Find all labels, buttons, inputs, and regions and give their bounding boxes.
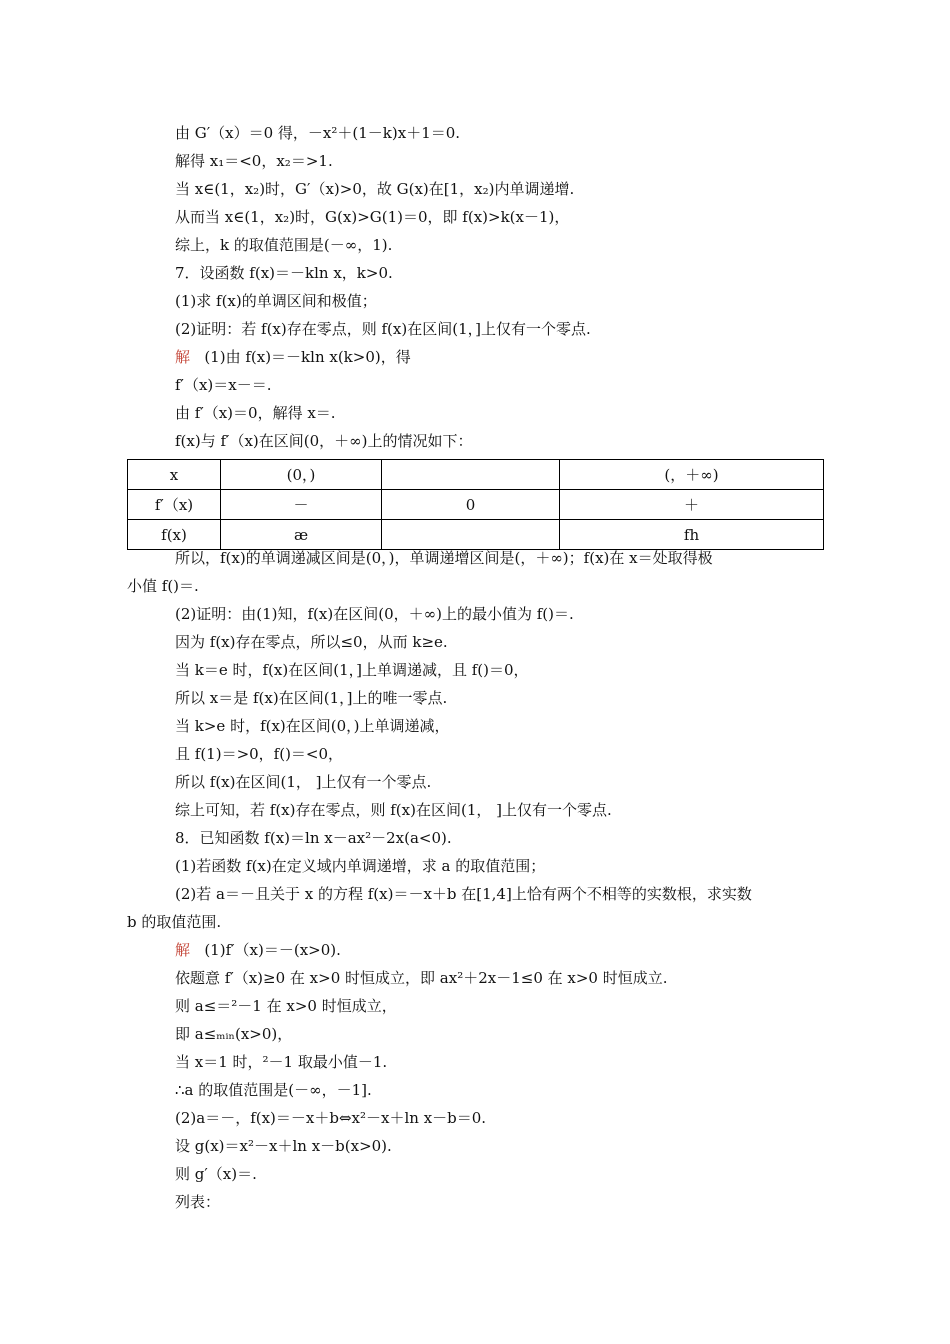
- text-line: 当 x＝1 时，²－1 取最小值－1.: [175, 1053, 388, 1071]
- text-line: (2)a＝－，f(x)＝－x＋b⇔x²－x＋ln x－b＝0.: [175, 1109, 487, 1127]
- table-cell: ＋: [560, 490, 824, 520]
- text-line: 所以 x＝是 f(x)在区间(1，]上的唯一零点.: [175, 689, 448, 707]
- table-cell: －: [221, 490, 382, 520]
- table-cell: (0，): [221, 460, 382, 490]
- problem-8-title: 8．已知函数 f(x)＝ln x－ax²－2x(a<0).: [175, 829, 452, 847]
- text-line: 则 a≤＝²－1 在 x>0 时恒成立，: [175, 997, 397, 1015]
- text-line: (1)f′（x)＝－(x>0).: [204, 941, 341, 959]
- text-line: 综上可知，若 f(x)存在零点，则 f(x)在区间(1， ]上仅有一个零点.: [175, 801, 612, 819]
- solution-8-first-line: [175, 940, 341, 960]
- text-line: (2)证明：若 f(x)存在零点，则 f(x)在区间(1，]上仅有一个零点.: [175, 320, 591, 338]
- monotonicity-table: [127, 459, 824, 550]
- text-line: f′（x)＝x－＝.: [175, 376, 272, 394]
- text-line: 从而当 x∈(1，x₂)时，G(x)>G(1)＝0，即 f(x)>k(x－1)，: [175, 208, 570, 226]
- table-cell: x: [128, 460, 221, 490]
- text-line: 综上，k 的取值范围是(－∞，1).: [175, 236, 393, 254]
- text-line: f(x)与 f′（x)在区间(0，＋∞)上的情况如下：: [175, 432, 473, 450]
- table-cell: [382, 520, 560, 550]
- text-line: 即 a≤ₘᵢₙ(x>0)，: [175, 1025, 293, 1043]
- text-line: 小值 f()＝.: [127, 577, 199, 595]
- table-cell: æ: [221, 520, 382, 550]
- text-line: 且 f(1)＝>0，f()＝<0，: [175, 745, 344, 763]
- table-cell: 0: [382, 490, 560, 520]
- table-cell: (，＋∞): [560, 460, 824, 490]
- table-row: [128, 520, 824, 550]
- text-line: 当 k>e 时，f(x)在区间(0，)上单调递减，: [175, 717, 450, 735]
- table-row: [128, 490, 824, 520]
- text-line: b 的取值范围.: [127, 913, 222, 931]
- table-cell: [382, 460, 560, 490]
- text-line: ∴a 的取值范围是(－∞，－1].: [175, 1081, 372, 1099]
- problem-7-title: 7．设函数 f(x)＝－kln x，k>0.: [175, 264, 393, 282]
- text-line: 所以，f(x)的单调递减区间是(0，)，单调递增区间是(，＋∞)；f(x)在 x＝处取得极: [175, 549, 713, 567]
- text-line: 当 k＝e 时，f(x)在区间(1，]上单调递减，且 f()＝0，: [175, 661, 529, 679]
- table-cell: f(x): [128, 520, 221, 550]
- text-line: 由 f′（x)＝0，解得 x＝.: [175, 404, 336, 422]
- text-line: 依题意 f′（x)≥0 在 x>0 时恒成立，即 ax²＋2x－1≤0 在 x>0 时恒成立.: [175, 969, 668, 987]
- text-line: (2)若 a＝－且关于 x 的方程 f(x)＝－x＋b 在[1,4]上恰有两个不相等的实数根，求实数: [175, 885, 752, 903]
- text-line: (2)证明：由(1)知，f(x)在区间(0，＋∞)上的最小值为 f()＝.: [175, 605, 574, 623]
- text-line: 由 G′（x）＝0 得，－x²＋(1－k)x＋1＝0.: [175, 124, 461, 142]
- table-cell: f′（x): [128, 490, 221, 520]
- solution-marker: 解: [175, 348, 191, 366]
- solution-marker: 解: [175, 941, 191, 959]
- text-line: 当 x∈(1，x₂)时，G′（x)>0，故 G(x)在[1，x₂)内单调递增.: [175, 180, 575, 198]
- table-cell: fh: [560, 520, 824, 550]
- text-line: 列表：: [175, 1193, 221, 1211]
- text-line: 解得 x₁＝<0，x₂＝>1.: [175, 152, 333, 170]
- text-line: 则 g′（x)＝.: [175, 1165, 257, 1183]
- text-line: (1)若函数 f(x)在定义域内单调递增，求 a 的取值范围；: [175, 857, 546, 875]
- table-row: [128, 460, 824, 490]
- text-line: 设 g(x)＝x²－x＋ln x－b(x>0).: [175, 1137, 392, 1155]
- text-line: 所以 f(x)在区间(1， ]上仅有一个零点.: [175, 773, 432, 791]
- text-line: (1)由 f(x)＝－kln x(k>0)，得: [204, 348, 411, 366]
- solution-7-first-line: [175, 347, 411, 367]
- text-line: (1)求 f(x)的单调区间和极值；: [175, 292, 377, 310]
- text-line: 因为 f(x)存在零点，所以≤0，从而 k≥e.: [175, 633, 448, 651]
